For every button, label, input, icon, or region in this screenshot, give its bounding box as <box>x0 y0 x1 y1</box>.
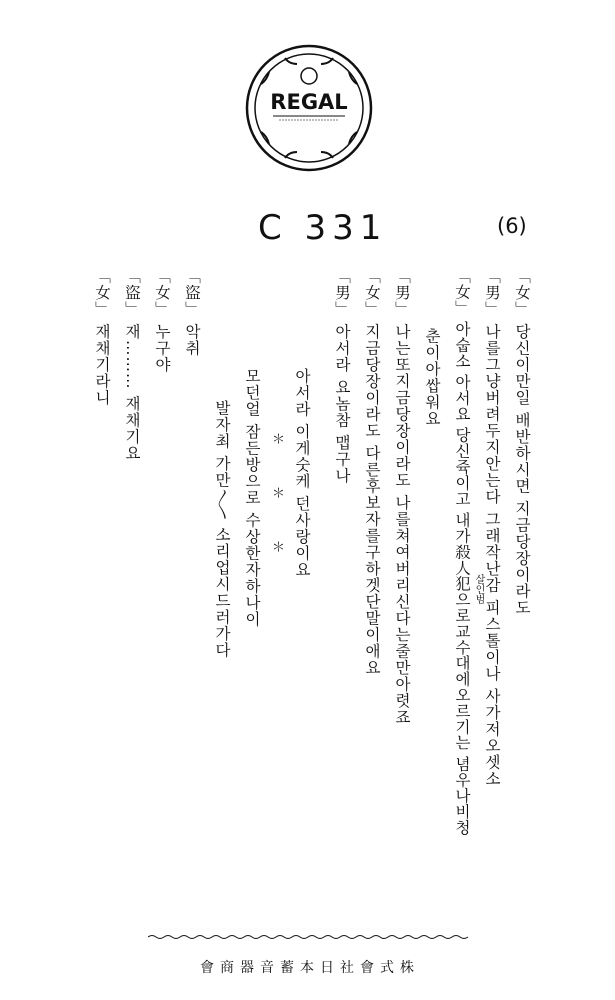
brand-name: REGAL <box>270 90 348 114</box>
wavy-divider <box>148 934 470 940</box>
lyric-text: 나를그냥버려두지안는다 그래작난감 피스톨이나 사가저오셋소 <box>483 323 501 787</box>
lyric-text: 재채기라니 <box>93 323 111 406</box>
speaker-label: 「盜」 <box>123 268 141 318</box>
section-marks: ＊ ＊ ＊ <box>269 432 284 567</box>
speaker-label: 「女」 <box>363 268 381 318</box>
lyric-column <box>242 368 262 627</box>
lyric-column <box>182 268 202 356</box>
ruby-annotation: 살인범 <box>473 574 484 604</box>
lyric-column <box>152 268 172 373</box>
lyric-column <box>422 328 442 427</box>
lyric-text: 모던얼 잠든방으로 수상한자하나이 <box>243 368 261 628</box>
lyric-text: 당신이만일 배반하시면 지금당장이라도 <box>513 323 531 616</box>
speaker-label: 「男」 <box>393 268 411 318</box>
page-number: (6) <box>497 214 527 238</box>
lyric-column <box>362 268 382 676</box>
speaker-label: 「女」 <box>93 268 111 318</box>
speaker-label: 「女」 <box>513 268 531 318</box>
speaker-label: 「男」 <box>483 268 501 318</box>
speaker-label: 「盜」 <box>183 268 201 318</box>
catalog-number: C 331 <box>258 208 388 248</box>
lyric-text: 악취 <box>183 323 201 357</box>
lyric-text: 아서라 이게숫케 던사랑이요 <box>293 368 311 578</box>
lyric-column <box>392 268 412 725</box>
lyric-column <box>122 268 142 461</box>
publisher-footer: 會商器音蓄本日社會式株 <box>200 960 420 976</box>
lyric-column <box>332 268 352 484</box>
lyric-column <box>452 268 472 835</box>
speaker-label: 「女」 <box>153 268 171 318</box>
lyric-text: 재……… 재채기요 <box>123 323 141 462</box>
lyric-text: 아서라 요놈참 맵구나 <box>333 323 351 484</box>
lyric-text: 누구야 <box>153 323 171 373</box>
lyric-column <box>292 368 312 578</box>
lyric-column <box>212 400 232 658</box>
lyric-text: 발자최 가만〱 소리업시드러가다 <box>213 400 231 659</box>
lyric-column <box>482 268 502 787</box>
lyric-text: 춘이아쌉워요 <box>423 328 441 427</box>
speaker-label: 「女」 <box>453 268 471 316</box>
lyric-column <box>512 268 532 616</box>
lyric-text: 지금당장이라도 다른후보자를구하겟단말이애요 <box>363 323 381 676</box>
lyric-text: 아숩소 아서요 당신쥭이고 내가殺人犯으로교수대에오르기는 념우나비청 <box>453 321 471 836</box>
lyric-text: 나는또지금당장이라도 나를쳐여버리신다는줄만아렷죠 <box>393 323 411 726</box>
speaker-label: 「男」 <box>333 268 351 318</box>
lyric-column <box>92 268 112 406</box>
regal-logo <box>245 44 373 172</box>
